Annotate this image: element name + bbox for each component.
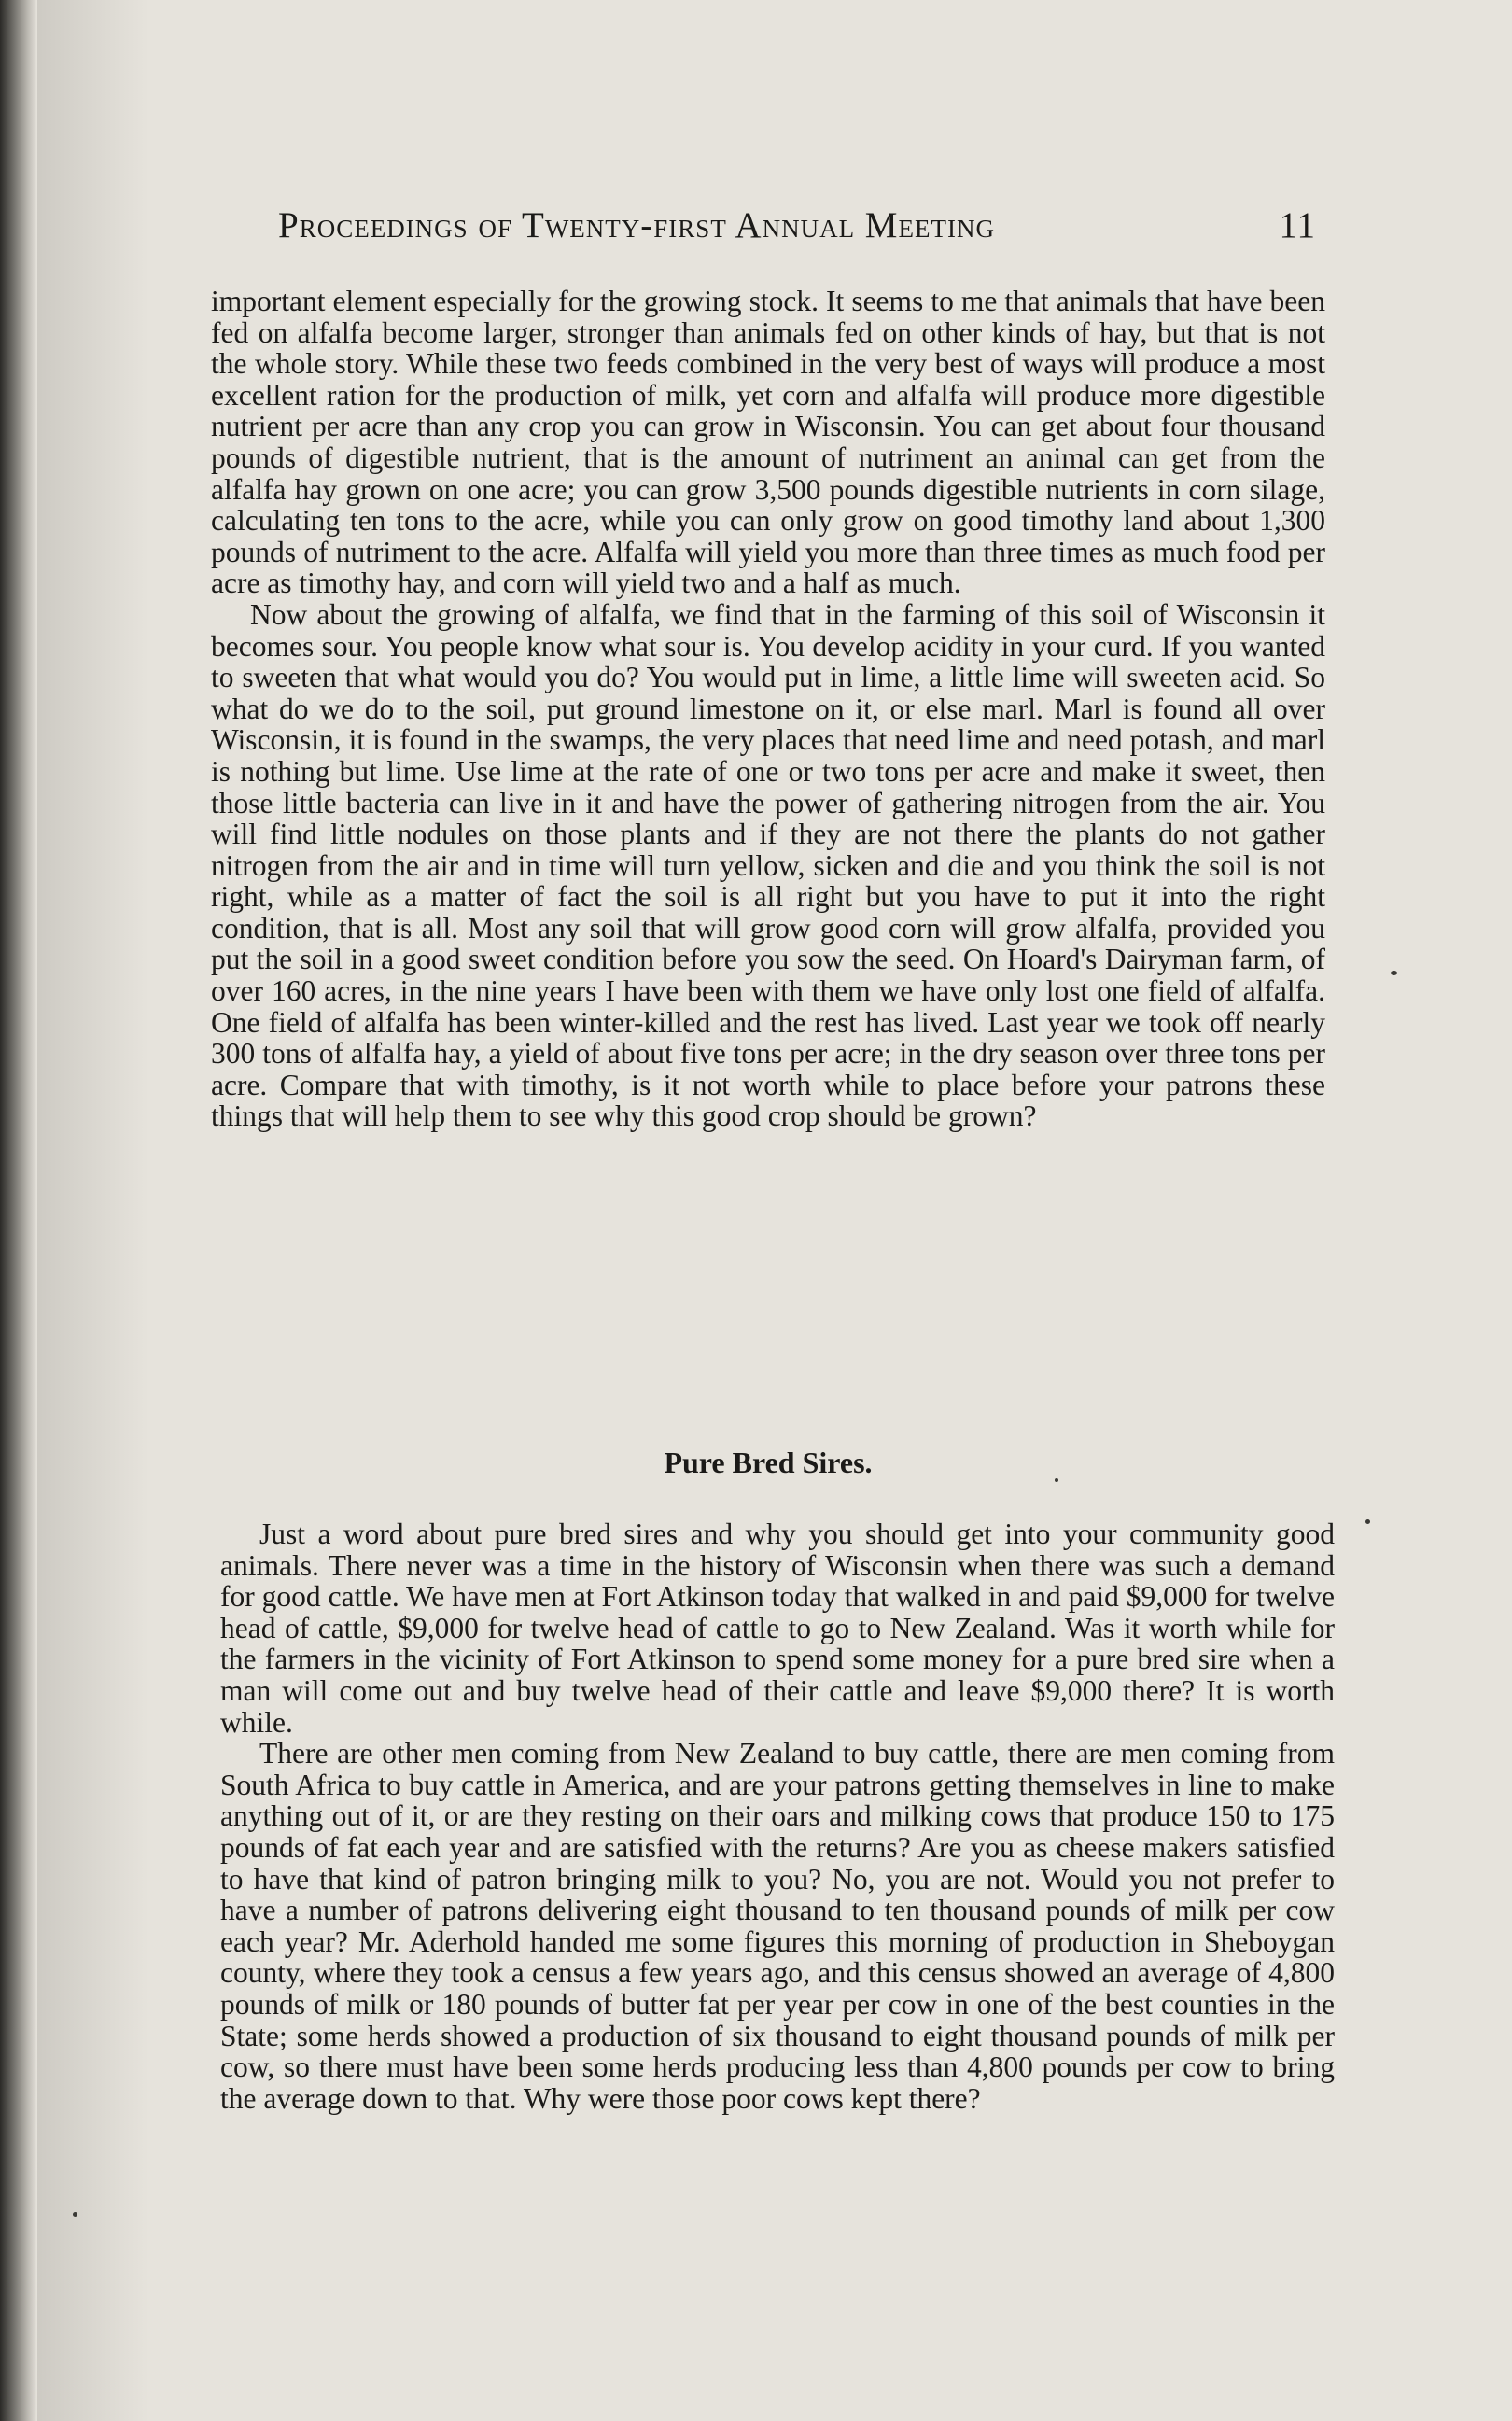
- body-text-lower: [220, 1518, 1335, 2114]
- paper-speck: [1365, 1519, 1370, 1524]
- paper-speck: [1391, 971, 1397, 975]
- paragraph: There are other men coming from New Zealand to buy cattle, there are men coming from South Africa to buy cattle in America, and are your patrons getting themselves in line to make anything out of it, or are they resting on their oars and milking cows that produce 150 to 175 pounds of fat each year and are satisfied with the returns? Are you as cheese makers satisfied to have that kind of patron bringing milk to you? No, you are not. Would you not prefer to have a number of patrons delivering eight thousand to ten thousand pounds of milk per cow each year? Mr. Aderhold handed me some figures this morning of production in Sheboygan county, where they took a census a few years ago, and this census showed an average of 4,800 pounds of milk or 180 pounds of butter fat per year per cow in one of the best counties in the State; some herds showed a production of six thousand to eight thousand pounds of milk per cow, so there must have been some herds producing less than 4,800 pounds per cow to bring the average down to that. Why were those poor cows kept there?: [220, 1737, 1335, 2115]
- section-heading: Pure Bred Sires.: [664, 1446, 873, 1479]
- paragraph: important element especially for the growing stock. It seems to me that animals that have been fed on alfalfa become larger, stronger than animals fed on other kinds of hay, but that is not the whole story. While these two feeds combined in the very best of ways will produce a most excellent ration for the production of milk, yet corn and alfalfa will produce more digestible nutrient per acre than any crop you can grow in Wisconsin. You can get about four thousand pounds of digestible nutrient, that is the amount of nutriment an animal can get from the alfalfa hay grown on one acre; you can grow 3,500 pounds digestible nutrients in corn silage, calculating ten tons to the acre, while you can only grow on good timothy land about 1,300 pounds of nutriment to the acre. Alfalfa will yield you more than three times as much food per acre as timothy hay, and corn will yield two and a half as much.: [211, 285, 1325, 600]
- running-header: [278, 200, 1316, 252]
- page-binding-shadow: [0, 0, 37, 2421]
- paper-speck: [1055, 1478, 1058, 1482]
- paragraph: Now about the growing of alfalfa, we find that in the farming of this soil of Wisconsin it becomes sour. You people know what sour is. You develop acidity in your curd. If you wanted to sweeten that what would you do? You would put in lime, a little lime will sweeten acid. So what do we do to the soil, put ground limestone on it, or else marl. Marl is found all over Wisconsin, it is found in the swamps, the very places that need lime and need potash, and marl is nothing but lime. Use lime at the rate of one or two tons per acre and make it sweet, then those little bacteria can live in it and have the power of gathering nitrogen from the air. You will find little nodules on those plants and if they are not there the plants do not gather nitrogen from the air and in time will turn yellow, sicken and die and you think the soil is not right, while as a matter of fact the soil is all right but you have to put it into the right condition, that is all. Most any soil that will grow good corn will grow alfalfa, provided you put the soil in a good sweet condition before you sow the seed. On Hoard's Dairyman farm, of over 160 acres, in the nine years I have been with them we have only lost one field of alfalfa. One field of alfalfa has been winter-killed and the rest has lived. Last year we took off nearly 300 tons of alfalfa hay, a yield of about five tons per acre; in the dry season over three tons per acre. Compare that with timothy, is it not worth while to place before your patrons these things that will help them to see why this good crop should be grown?: [211, 597, 1325, 1133]
- paragraph: Just a word about pure bred sires and why you should get into your community good animals. There never was a time in the history of Wisconsin when there was such a demand for good cattle. We have men at Fort Atkinson today that walked in and paid $9,000 for twelve head of cattle, $9,000 for twelve head of cattle to go to New Zealand. Was it worth while for the farmers in the vicinity of Fort Atkinson to spend some money for a pure bred sire when a man will come out and buy twelve head of their cattle and leave $9,000 there? It is worth while.: [220, 1518, 1335, 1739]
- page-binding-gradient: [37, 0, 149, 2421]
- body-text-upper: [211, 286, 1325, 1132]
- page-number: 11: [1279, 205, 1316, 245]
- paper-speck: [73, 2212, 77, 2217]
- running-header-title: Proceedings of Twenty-first Annual Meeting: [278, 205, 995, 245]
